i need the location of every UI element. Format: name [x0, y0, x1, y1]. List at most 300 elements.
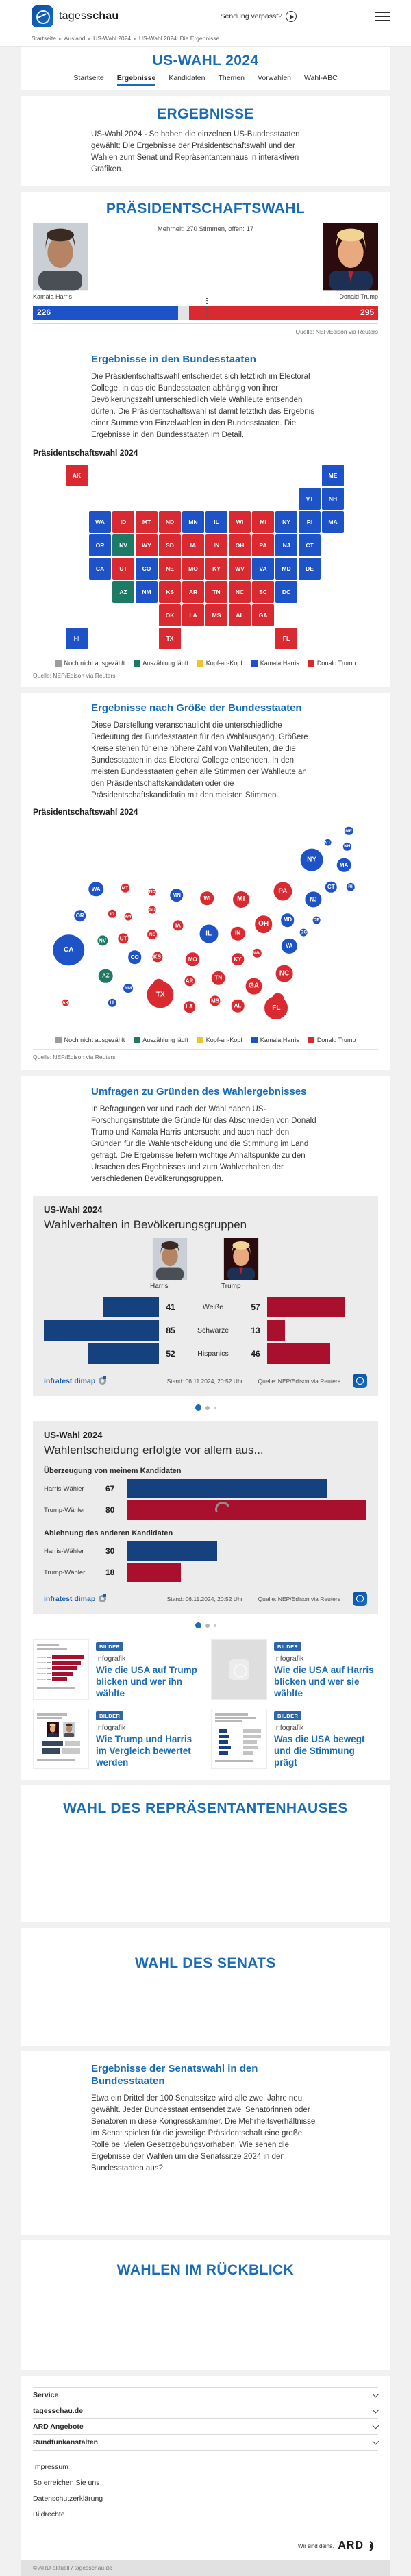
cartogram-card	[21, 693, 390, 1070]
bubble-state-ME[interactable]: ME	[345, 827, 353, 835]
bubble-state-MD[interactable]: MD	[281, 913, 295, 927]
state-AL[interactable]: AL	[229, 604, 251, 626]
senate-title: WAHL DES SENATS	[135, 1955, 276, 1971]
tab-startseite[interactable]: Startseite	[73, 74, 104, 82]
teaser-title[interactable]: Wie die USA auf Trump blicken und wer ihn wählte	[96, 1665, 197, 1698]
chevron-down-icon	[373, 2438, 379, 2444]
chart-source: Quelle: NEP/Edison via Reuters	[258, 1377, 340, 1385]
footer-link[interactable]: Datenschutzerklärung	[33, 2494, 103, 2503]
carousel-dot[interactable]	[214, 1624, 216, 1627]
bubble-state-VA[interactable]: VA	[282, 939, 297, 954]
sendung-verpasst-button[interactable]	[221, 11, 297, 22]
bubble-state-AL[interactable]: AL	[232, 1000, 245, 1013]
legend-label: Kopf-an-Kopf	[206, 1037, 242, 1043]
state-MI[interactable]: MI	[252, 511, 274, 533]
bubble-state-DE[interactable]: DE	[313, 917, 320, 923]
divider	[33, 323, 378, 324]
state-KS[interactable]: KS	[159, 581, 181, 603]
breadcrumb-item[interactable]: US-Wahl 2024	[93, 35, 132, 42]
teaser-badge: BILDER	[96, 1642, 123, 1651]
state-NC[interactable]: NC	[229, 581, 251, 603]
reasons-chart	[33, 1421, 378, 1614]
bubble-state-WA[interactable]: WA	[88, 882, 103, 896]
state-ME[interactable]: ME	[322, 465, 344, 486]
state-UT[interactable]: UT	[112, 558, 134, 580]
footer-accordion-label: Rundfunkanstalten	[33, 2438, 99, 2447]
trump-bar	[267, 1297, 345, 1317]
state-MN[interactable]: MN	[182, 511, 204, 533]
ard-claim: Wir sind deins.	[297, 2542, 334, 2549]
footer-accordion	[33, 2387, 378, 2451]
bubble-state-IA[interactable]: IA	[173, 920, 183, 930]
reason-row	[44, 1563, 367, 1582]
legend-item	[251, 660, 299, 667]
teaser-card[interactable]	[211, 1639, 378, 1700]
carousel-dot[interactable]	[214, 1407, 216, 1409]
state-HI[interactable]: HI	[66, 628, 88, 649]
state-VA[interactable]: VA	[252, 558, 274, 580]
trump-value: 46	[251, 1349, 260, 1359]
bubble-state-AK[interactable]: AK	[62, 1000, 69, 1006]
state-FL[interactable]: FL	[275, 628, 297, 649]
play-icon	[286, 11, 297, 22]
bubble-state-AZ[interactable]: AZ	[99, 969, 113, 983]
state-NY[interactable]: NY	[275, 511, 297, 533]
majority-note: Mehrheit: 270 Stimmen, offen: 17	[157, 225, 254, 233]
reason-bar-cell	[127, 1541, 367, 1561]
legend-swatch	[308, 660, 314, 667]
polls-card	[21, 1076, 390, 1780]
size-heading: Ergebnisse nach Größe der Bundesstaaten	[91, 702, 302, 714]
state-NV[interactable]: NV	[112, 534, 134, 556]
stand-label: Stand: 06.11.2024, 20:52 Uhr	[166, 1595, 243, 1602]
tab-wahl-abc[interactable]: Wahl-ABC	[304, 74, 338, 82]
legend-label: Donald Trump	[316, 1037, 356, 1043]
state-NM[interactable]: NM	[136, 581, 158, 603]
legend-swatch	[197, 660, 203, 667]
tab-vorwahlen[interactable]: Vorwahlen	[257, 74, 292, 82]
footer-links	[33, 2459, 378, 2522]
polls-text: In Befragungen vor und nach der Wahl haben US-Forschungsinstitute die Gründe für das Abschneiden von Donald Trump und Kamala Harris untersucht und auch nach den Gründen für die Wahlentscheidung und die Stimmung im Land gefragt. Die Ergebnisse liefern wichtige Anhaltspunkte zu den Ursachen des Ergebnisses und zum Wahlverhalten der verschiedenen Bevölkerungsgruppen.	[91, 1105, 316, 1183]
bubble-state-VT[interactable]: VT	[325, 840, 331, 845]
states-text: Die Präsidentschaftswahl entscheidet sich letztlich im Electoral College, in das die Bundesstaaten abhängig von ihrer Bevölkerungszahl unterschiedlich viele Wahlleute entsenden dürfen. Die Präsidentschaftswahl ist damit letztlich das Ergebnis einer Summe von Einzelwahlen in den Bundesstaaten. Die Ergebnisse in den Bundesstaaten im Detail.	[91, 373, 314, 439]
tab-themen[interactable]: Themen	[218, 74, 245, 82]
breadcrumb-item[interactable]: US-Wahl 2024: Die Ergebnisse	[138, 35, 220, 42]
footer-accordion-ard-angebote[interactable]	[33, 2418, 378, 2434]
bubble-state-OR[interactable]: OR	[74, 910, 86, 922]
state-WI[interactable]: WI	[229, 511, 251, 533]
legend-swatch	[251, 1037, 258, 1043]
state-NJ[interactable]: NJ	[275, 534, 297, 556]
state-SC[interactable]: SC	[252, 581, 274, 603]
bubble-state-TX[interactable]: TX	[147, 981, 174, 1008]
legend-item	[308, 1037, 356, 1043]
map-chart-label: Präsidentschaftswahl 2024	[33, 448, 138, 458]
harris-bar	[103, 1297, 159, 1317]
harris-bar-cell	[44, 1343, 159, 1364]
reason-row-value: 80	[105, 1505, 115, 1515]
teaser-card[interactable]	[33, 1709, 200, 1769]
bubble-state-MA[interactable]: MA	[337, 858, 351, 873]
state-VT[interactable]: VT	[299, 488, 321, 510]
state-ID[interactable]: ID	[112, 511, 134, 533]
reasons-kicker: US-Wahl 2024	[44, 1430, 103, 1440]
house-card	[21, 1785, 390, 1922]
menu-icon[interactable]	[375, 12, 390, 22]
demographics-title: Wahlverhalten in Bevölkerungsgruppen	[44, 1218, 247, 1231]
source-note: Quelle: NEP/Edison via Reuters	[295, 328, 378, 335]
state-NE[interactable]: NE	[159, 558, 181, 580]
state-tile-map	[66, 465, 345, 651]
senate-results-card	[21, 2051, 390, 2235]
sendung-verpasst-label: Sendung verpasst?	[220, 12, 282, 21]
teaser-text	[274, 1709, 378, 1769]
legend-swatch	[55, 660, 62, 667]
bubble-state-ID[interactable]: ID	[108, 910, 116, 918]
state-WY[interactable]: WY	[136, 534, 158, 556]
harris-value: 41	[166, 1302, 175, 1312]
legend-swatch	[251, 660, 258, 667]
teaser-title[interactable]: Wie die USA auf Harris blicken und wer sie wählte	[274, 1665, 374, 1698]
reason-row-value: 30	[105, 1546, 115, 1556]
state-WA[interactable]: WA	[89, 511, 111, 533]
reason-row-label: Trump-Wähler	[44, 1506, 86, 1514]
intro-card	[21, 96, 390, 186]
teaser-badge: BILDER	[274, 1642, 301, 1651]
bubble-state-FL[interactable]: FL	[264, 996, 288, 1019]
trump-value: 57	[251, 1302, 260, 1312]
trump-thumb-photo	[221, 1238, 261, 1280]
state-SD[interactable]: SD	[159, 534, 181, 556]
reasons-footer	[44, 1592, 367, 1606]
trump-bar	[267, 1320, 285, 1341]
teaser-title[interactable]: Wie Trump und Harris im Vergleich bewertet werden	[96, 1734, 192, 1768]
state-GA[interactable]: GA	[252, 604, 274, 626]
polls-heading: Umfragen zu Gründen des Wahlergebnisses	[91, 1086, 307, 1098]
breadcrumb	[0, 33, 411, 47]
harris-value: 85	[166, 1326, 175, 1335]
carousel-dot[interactable]	[206, 1406, 210, 1410]
breadcrumb-separator-icon: ▸	[88, 36, 91, 42]
tagesschau-logo[interactable]	[32, 5, 119, 27]
senate-results-heading: Ergebnisse der Senatswahl in den Bundesstaaten	[91, 2063, 258, 2087]
president-card	[21, 192, 390, 687]
legend-swatch	[134, 1037, 140, 1043]
tab-kandidaten[interactable]: Kandidaten	[169, 74, 206, 82]
tagesschau-mini-logo	[353, 1374, 367, 1388]
state-AR[interactable]: AR	[182, 581, 204, 603]
reasons-groups	[44, 1467, 367, 1582]
harris-bar	[127, 1541, 217, 1561]
harris-photo	[33, 223, 88, 291]
bubble-state-HI[interactable]: HI	[108, 999, 116, 1007]
state-PA[interactable]: PA	[252, 534, 274, 556]
demographics-row	[44, 1320, 367, 1341]
bubble-state-NV[interactable]: NV	[97, 936, 108, 946]
intro-text: US-Wahl 2024 - So haben die einzelnen US-Bundesstaaten gewählt: Die Ergebnisse der Präsidentschaftswahl und der Wahlen zum Senat und Repräsentantenhaus in interaktiven Grafiken.	[91, 130, 300, 173]
state-TX[interactable]: TX	[159, 628, 181, 649]
bubble-state-RI[interactable]: RI	[346, 882, 354, 891]
trump-photo	[323, 223, 378, 291]
teaser-text	[96, 1639, 200, 1700]
bubble-state-NE[interactable]: NE	[148, 930, 158, 939]
group-label: Schwarze	[197, 1326, 229, 1335]
state-ND[interactable]: ND	[159, 511, 181, 533]
breadcrumb-item[interactable]: Startseite	[32, 35, 56, 42]
footer-link[interactable]: So erreichen Sie uns	[33, 2478, 100, 2487]
cartogram-chart-label: Präsidentschaftswahl 2024	[33, 807, 138, 817]
electoral-bar	[33, 306, 378, 320]
state-DE[interactable]: DE	[299, 558, 321, 580]
president-title: PRÄSIDENTSCHAFTSWAHL	[105, 201, 306, 216]
footer-accordion-label: tagesschau.de	[33, 2407, 83, 2415]
teaser-text	[96, 1709, 200, 1769]
bubble-state-NC[interactable]: NC	[276, 965, 293, 982]
legend-swatch	[134, 660, 140, 667]
teaser-kicker: Infografik	[274, 1655, 304, 1663]
harris-bar	[44, 1320, 159, 1341]
teaser-grid	[33, 1639, 378, 1769]
legend-item	[197, 660, 242, 667]
bubble-state-WI[interactable]: WI	[201, 891, 214, 905]
legend-label: Auszählung läuft	[142, 660, 188, 667]
state-TN[interactable]: TN	[206, 581, 227, 603]
bubble-state-WV[interactable]: WV	[253, 949, 261, 957]
state-MO[interactable]: MO	[182, 558, 204, 580]
trump-votes-bar: 295	[189, 306, 378, 320]
state-OH[interactable]: OH	[229, 534, 251, 556]
chevron-down-icon	[373, 2406, 379, 2413]
trump-bar-cell	[267, 1343, 382, 1364]
reason-bar-cell	[127, 1479, 367, 1498]
state-bubble-map	[45, 821, 366, 1028]
footer-link[interactable]: Bildrechte	[33, 2510, 65, 2518]
breadcrumb-separator-icon: ▸	[134, 36, 136, 42]
breadcrumb-item[interactable]: Ausland	[64, 35, 86, 42]
ard-logo: ARD	[338, 2540, 364, 2551]
teaser-text	[274, 1639, 378, 1700]
trump-name: Donald Trump	[339, 293, 378, 300]
state-NH[interactable]: NH	[322, 488, 344, 510]
legend-label: Kamala Harris	[260, 660, 299, 667]
cartogram-legend	[33, 1037, 378, 1043]
bubble-state-AR[interactable]: AR	[184, 976, 195, 986]
carousel-dots-2	[33, 1622, 378, 1628]
reason-row-label: Harris-Wähler	[44, 1547, 84, 1555]
reasons-title: Wahlentscheidung erfolgte vor allem aus...	[44, 1444, 264, 1457]
state-WV[interactable]: WV	[229, 558, 251, 580]
house-title: WAHL DES REPRÄSENTANTENHAUSES	[63, 1800, 348, 1816]
bubble-state-NY[interactable]: NY	[301, 849, 323, 871]
reason-row-value: 18	[105, 1568, 115, 1577]
state-IL[interactable]: IL	[206, 511, 227, 533]
carousel-dot-active[interactable]	[195, 1622, 201, 1628]
state-MD[interactable]: MD	[275, 558, 297, 580]
bubble-state-UT[interactable]: UT	[119, 934, 129, 944]
bubble-state-NH[interactable]: NH	[343, 843, 351, 851]
state-KY[interactable]: KY	[206, 558, 227, 580]
trump-bar	[127, 1500, 366, 1520]
chart-source: Quelle: NEP/Edison via Reuters	[258, 1595, 340, 1602]
senate-card	[21, 1928, 390, 2046]
page-title: US-WAHL 2024	[152, 53, 259, 69]
state-CO[interactable]: CO	[136, 558, 158, 580]
teaser-thumbnail	[211, 1639, 267, 1700]
legend-swatch	[308, 1037, 314, 1043]
carousel-dot-active[interactable]	[195, 1404, 201, 1411]
teaser-kicker: Infografik	[96, 1724, 126, 1732]
infratest-ring-icon	[99, 1595, 106, 1602]
hub-card	[21, 47, 390, 90]
bubble-state-CA[interactable]: CA	[53, 934, 84, 966]
bubble-state-LA[interactable]: LA	[184, 1001, 196, 1013]
reason-row	[44, 1500, 367, 1520]
teaser-badge: BILDER	[274, 1711, 301, 1720]
state-RI[interactable]: RI	[299, 511, 321, 533]
legend-label: Noch nicht ausgezählt	[64, 1037, 125, 1043]
state-AK[interactable]: AK	[66, 465, 88, 486]
hub-tabs	[33, 74, 378, 86]
infratest-ring-icon	[99, 1377, 106, 1385]
map-source: Quelle: NEP/Edison via Reuters	[33, 672, 116, 679]
reason-group-label: Überzeugung von meinem Kandidaten	[44, 1467, 182, 1475]
legend-item	[55, 1037, 125, 1043]
state-DC[interactable]: DC	[275, 581, 297, 603]
chevron-down-icon	[373, 2390, 379, 2397]
bubble-state-MI[interactable]: MI	[233, 891, 249, 908]
state-OK[interactable]: OK	[159, 604, 181, 626]
trump-column-label: Trump	[221, 1283, 241, 1290]
majority-marker	[206, 298, 208, 320]
demographics-kicker: US-Wahl 2024	[44, 1204, 103, 1215]
bubble-state-NM[interactable]: NM	[123, 984, 133, 993]
harris-bar-cell	[44, 1297, 159, 1317]
bubble-state-GA[interactable]: GA	[245, 978, 262, 995]
legend-item	[134, 660, 188, 667]
bubble-state-KS[interactable]: KS	[152, 952, 162, 963]
legend-label: Donald Trump	[316, 660, 356, 667]
state-AZ[interactable]: AZ	[112, 581, 134, 603]
infratest-dimap-logo: infratest dimap	[44, 1595, 106, 1603]
map-legend	[33, 660, 378, 667]
bubble-state-IN[interactable]: IN	[231, 926, 245, 941]
demographics-chart	[33, 1196, 378, 1396]
state-IA[interactable]: IA	[182, 534, 204, 556]
tagesschau-mini-logo	[353, 1592, 367, 1606]
footer-link[interactable]: Impressum	[33, 2462, 68, 2471]
infratest-dimap-logo: infratest dimap	[44, 1377, 106, 1385]
bubble-state-WY[interactable]: WY	[124, 914, 132, 919]
teaser-card[interactable]	[211, 1709, 378, 1769]
reason-bar-cell	[127, 1563, 367, 1582]
ard-arc-icon	[368, 2540, 378, 2552]
legend-label: Kopf-an-Kopf	[206, 660, 242, 667]
teaser-title[interactable]: Was die USA bewegt und die Stimmung prägt	[274, 1734, 365, 1768]
bubble-state-CT[interactable]: CT	[325, 881, 336, 892]
state-MS[interactable]: MS	[206, 604, 227, 626]
reason-row	[44, 1541, 367, 1561]
reason-group-label: Ablehnung des anderen Kandidaten	[44, 1529, 173, 1537]
trump-value: 13	[251, 1326, 260, 1335]
harris-name: Kamala Harris	[33, 293, 73, 300]
candidate-row	[33, 223, 378, 291]
tagesschau-logo-icon	[32, 5, 53, 27]
trump-bar-cell	[267, 1320, 382, 1341]
ard-brand-row	[33, 2540, 378, 2552]
bubble-state-NJ[interactable]: NJ	[306, 891, 321, 907]
group-label: Weiße	[202, 1303, 224, 1311]
bubble-state-MT[interactable]: MT	[121, 884, 129, 892]
bubble-state-MO[interactable]: MO	[186, 953, 199, 967]
demographics-rows	[44, 1297, 367, 1364]
cartogram-source: Quelle: NEP/Edison via Reuters	[33, 1049, 378, 1062]
state-LA[interactable]: LA	[182, 604, 204, 626]
footer-accordion-service[interactable]	[33, 2387, 378, 2403]
reason-row	[44, 1479, 367, 1498]
carousel-dots-1	[33, 1404, 378, 1411]
state-OR[interactable]: OR	[89, 534, 111, 556]
bubble-state-DC[interactable]: DC	[300, 930, 308, 935]
legend-item	[308, 660, 356, 667]
demographics-photos	[44, 1238, 367, 1280]
footer-accordion-rundfunkanstalten[interactable]	[33, 2434, 378, 2450]
reason-bar-cell	[127, 1500, 367, 1520]
bubble-state-MS[interactable]: MS	[210, 995, 221, 1006]
teaser-thumbnail	[33, 1709, 89, 1769]
harris-bar	[88, 1343, 159, 1364]
bubble-state-KY[interactable]: KY	[232, 954, 244, 966]
reason-row-label: Harris-Wähler	[44, 1485, 84, 1493]
teaser-card[interactable]	[33, 1639, 200, 1700]
bubble-state-CO[interactable]: CO	[128, 951, 142, 965]
states-heading: Ergebnisse in den Bundesstaaten	[91, 354, 256, 365]
teaser-kicker: Infografik	[96, 1655, 126, 1663]
footer-accordion-tagesschau-de[interactable]	[33, 2403, 378, 2418]
bubble-state-PA[interactable]: PA	[273, 882, 292, 900]
group-label: Hispanics	[197, 1350, 229, 1358]
tab-ergebnisse[interactable]: Ergebnisse	[117, 74, 156, 86]
demographics-row	[44, 1343, 367, 1364]
bubble-state-TN[interactable]: TN	[212, 971, 226, 985]
state-IN[interactable]: IN	[206, 534, 227, 556]
legend-item	[197, 1037, 242, 1043]
bubble-state-IL[interactable]: IL	[199, 924, 218, 943]
legend-label: Noch nicht ausgezählt	[64, 660, 125, 667]
reason-row-label: Trump-Wähler	[44, 1568, 86, 1576]
carousel-dot[interactable]	[206, 1624, 210, 1628]
state-MA[interactable]: MA	[322, 511, 344, 533]
harris-value: 52	[166, 1349, 175, 1359]
bubble-state-OH[interactable]: OH	[255, 915, 273, 933]
teaser-thumbnail	[33, 1639, 89, 1700]
footer-accordion-label: ARD Angebote	[33, 2423, 84, 2431]
bubble-state-MN[interactable]: MN	[170, 889, 184, 902]
bubble-state-SD[interactable]: SD	[149, 907, 155, 913]
bubble-state-ND[interactable]: ND	[149, 889, 156, 895]
harris-bar	[127, 1479, 327, 1498]
copyright-strip: © ARD-aktuell / tagesschau.de	[21, 2560, 390, 2576]
state-CA[interactable]: CA	[89, 558, 111, 580]
demographics-footer	[44, 1374, 367, 1388]
trump-bar	[267, 1343, 330, 1364]
harris-bar-cell	[44, 1320, 159, 1341]
state-MT[interactable]: MT	[136, 511, 158, 533]
legend-item	[55, 660, 125, 667]
size-text: Diese Darstellung veranschaulicht die unterschiedliche Bedeutung der Bundesstaaten für den Wahlausgang. Größere Kreise stehen für eine höhere Zahl von Wahlleuten, die die Bundesstaaten in das Electoral College entsenden. In den meisten Bundesstaaten gehen alle Stimmen der Wahlleute an den Präsidentschaftskandidaten oder die Präsidentschaftskandidatin mit den meisten Stimmen.	[91, 721, 308, 800]
state-CT[interactable]: CT	[299, 534, 321, 556]
stand-label: Stand: 06.11.2024, 20:52 Uhr	[166, 1377, 243, 1385]
intro-title: ERGEBNISSE	[157, 106, 254, 122]
